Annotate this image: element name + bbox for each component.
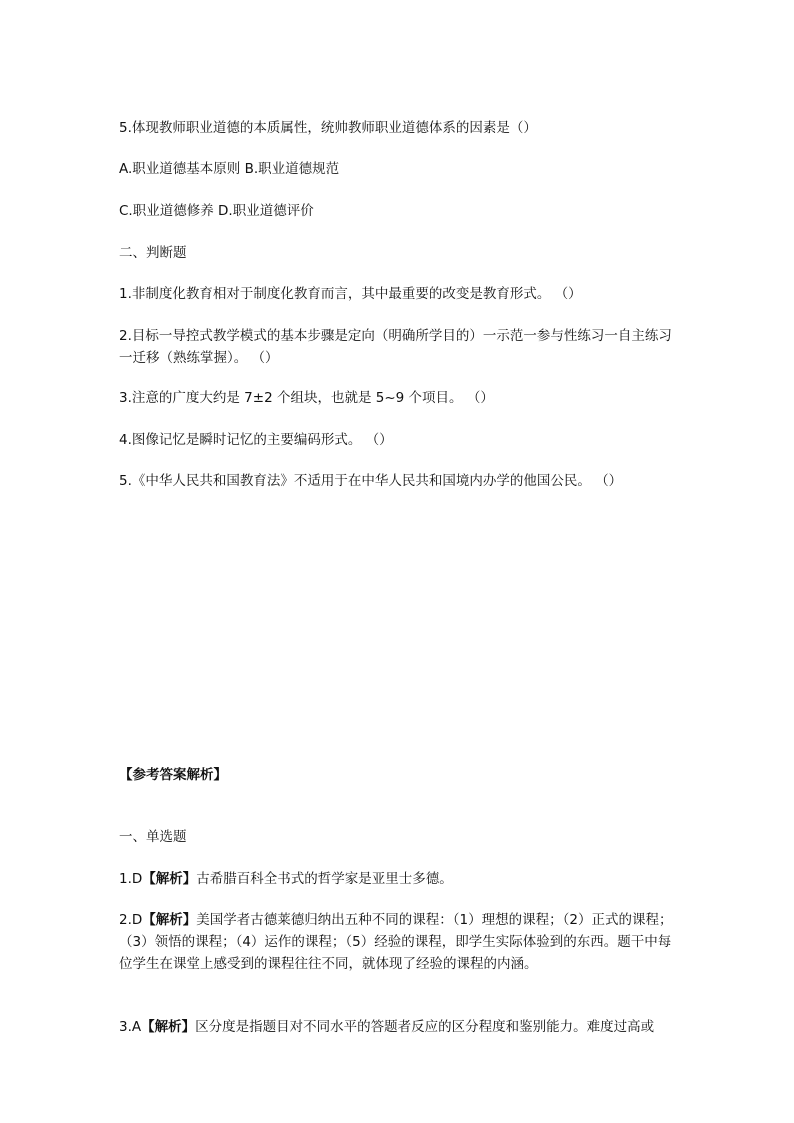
answer-prefix: 1.D [119,871,143,887]
analysis-tag: 【解析】 [142,912,197,928]
question-5-options-ab: A.职业道德基本原则 B.职业道德规范 [119,161,340,177]
question-5: 5.体现教师职业道德的本质属性，统帅教师职业道德体系的因素是（） [119,120,537,136]
answer-item-2 [119,909,679,975]
answers-title: 【参考答案解析】 [119,767,227,783]
analysis-tag: 【解析】 [141,1019,196,1035]
answer-item-3 [119,1016,679,1038]
judgement-item-5: 5.《中华人民共和国教育法》不适用于在中华人民共和国境内办学的他国公民。 （） [119,473,623,489]
judgement-item-2: 2.目标一导控式教学模式的基本步骤是定向（明确所学目的）一示范一参与性练习一自主练习一迁移（熟练掌握）。 （） [119,328,672,366]
answer-text: 古希腊百科全书式的哲学家是亚里士多德。 [196,871,453,887]
question-5-options-cd: C.职业道德修养 D.职业道德评价 [119,203,314,219]
answer-prefix: 3.A [119,1019,142,1035]
judgement-item-4: 4.图像记忆是瞬时记忆的主要编码形式。 （） [119,432,393,448]
judgement-item-1: 1.非制度化教育相对于制度化教育而言，其中最重要的改变是教育形式。 （） [119,286,582,302]
answer-prefix: 2.D [119,912,143,928]
answer-item-1 [119,868,679,890]
judgement-heading: 二、判断题 [119,245,187,261]
answer-text: 美国学者古德莱德归纳出五种不同的课程：（1）理想的课程；（2）正式的课程；（3）领悟的课程；（4）运作的课程；（5）经验的课程，即学生实际体验到的东西。题干中每位学生在课堂上感受到的课程往往不同，就体现了经验的课程的内涵。 [119,912,673,972]
answers-section-heading: 一、单选题 [119,829,187,845]
answer-text: 区分度是指题目对不同水平的答题者反应的区分程度和鉴别能力。难度过高或 [195,1019,655,1035]
analysis-tag: 【解析】 [142,871,197,887]
judgement-item-3: 3.注意的广度大约是 7±2 个组块，也就是 5~9 个项目。 （） [119,390,494,406]
